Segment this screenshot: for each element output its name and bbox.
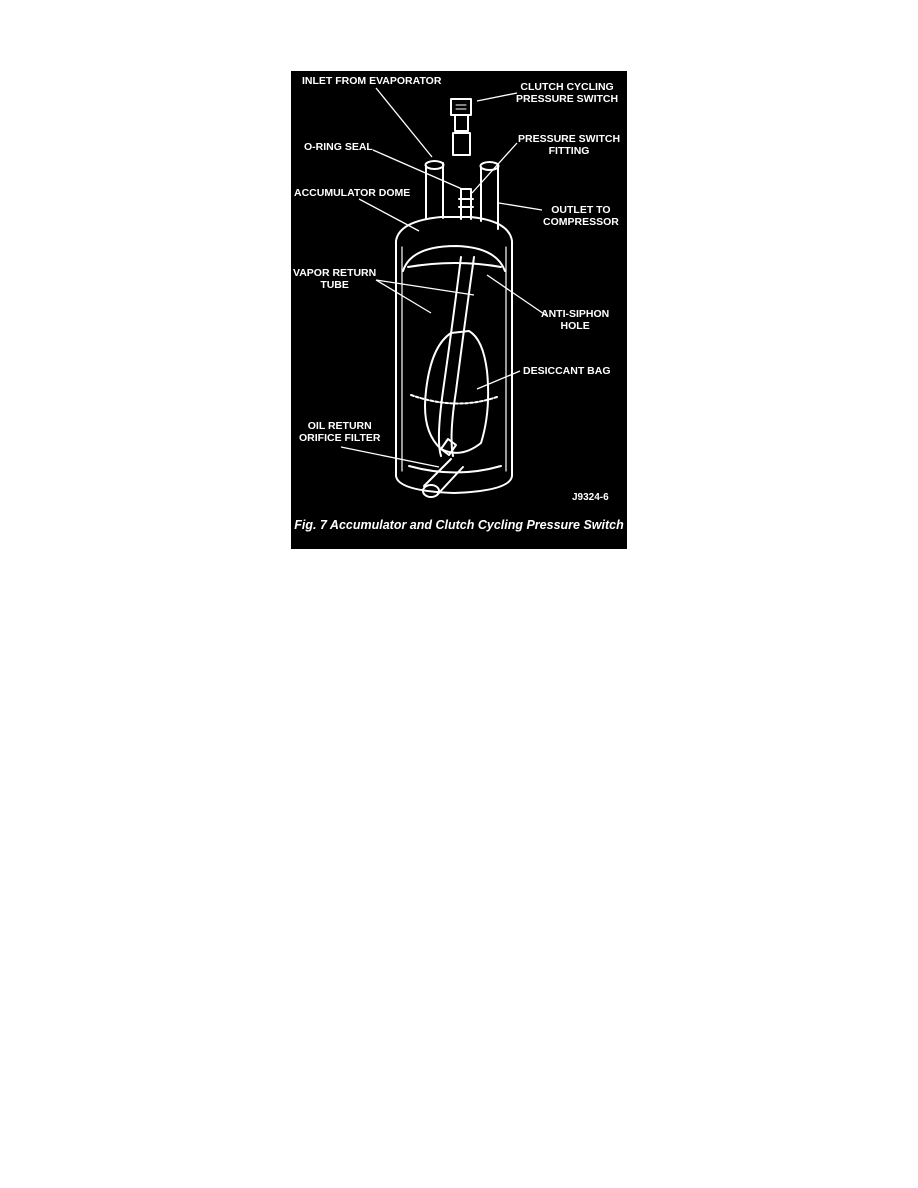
label-clutch-cycling-pressure-switch-text: CLUTCH CYCLING PRESSURE SWITCH <box>516 81 619 105</box>
label-pressure-switch-fitting <box>518 133 620 157</box>
label-desiccant-bag: DESICCANT BAG <box>523 365 611 377</box>
clutch-pressure-switch <box>451 99 471 155</box>
label-clutch-cycling-pressure-switch <box>516 81 618 105</box>
figure-id: J9324-6 <box>572 492 609 503</box>
vapor-return-tube <box>439 257 474 456</box>
inlet-pipe <box>426 163 443 219</box>
label-vapor-return-tube <box>293 267 376 291</box>
label-vapor-return-tube-text: VAPOR RETURN TUBE <box>293 267 377 291</box>
figure-caption: Fig. 7 Accumulator and Clutch Cycling Pressure Switch <box>294 518 624 532</box>
label-oil-return-orifice-filter <box>299 420 380 444</box>
label-outlet-to-compressor-text: OUTLET TO COMPRESSOR <box>543 204 619 228</box>
pressure-switch-fitting <box>459 189 473 219</box>
label-accumulator-dome: ACCUMULATOR DOME <box>294 187 411 199</box>
label-pressure-switch-fitting-text: PRESSURE SWITCH FITTING <box>518 133 621 157</box>
label-anti-siphon-hole <box>541 308 609 332</box>
accumulator-figure <box>291 71 627 549</box>
label-inlet-from-evaporator: INLET FROM EVAPORATOR <box>302 75 442 87</box>
label-oil-return-orifice-filter-text: OIL RETURN ORIFICE FILTER <box>299 420 381 444</box>
label-outlet-to-compressor <box>543 204 619 228</box>
label-o-ring-seal: O-RING SEAL <box>304 141 373 153</box>
accumulator-dome <box>403 246 505 271</box>
accumulator-shell <box>396 217 512 493</box>
label-anti-siphon-hole-text: ANTI-SIPHON HOLE <box>541 308 610 332</box>
